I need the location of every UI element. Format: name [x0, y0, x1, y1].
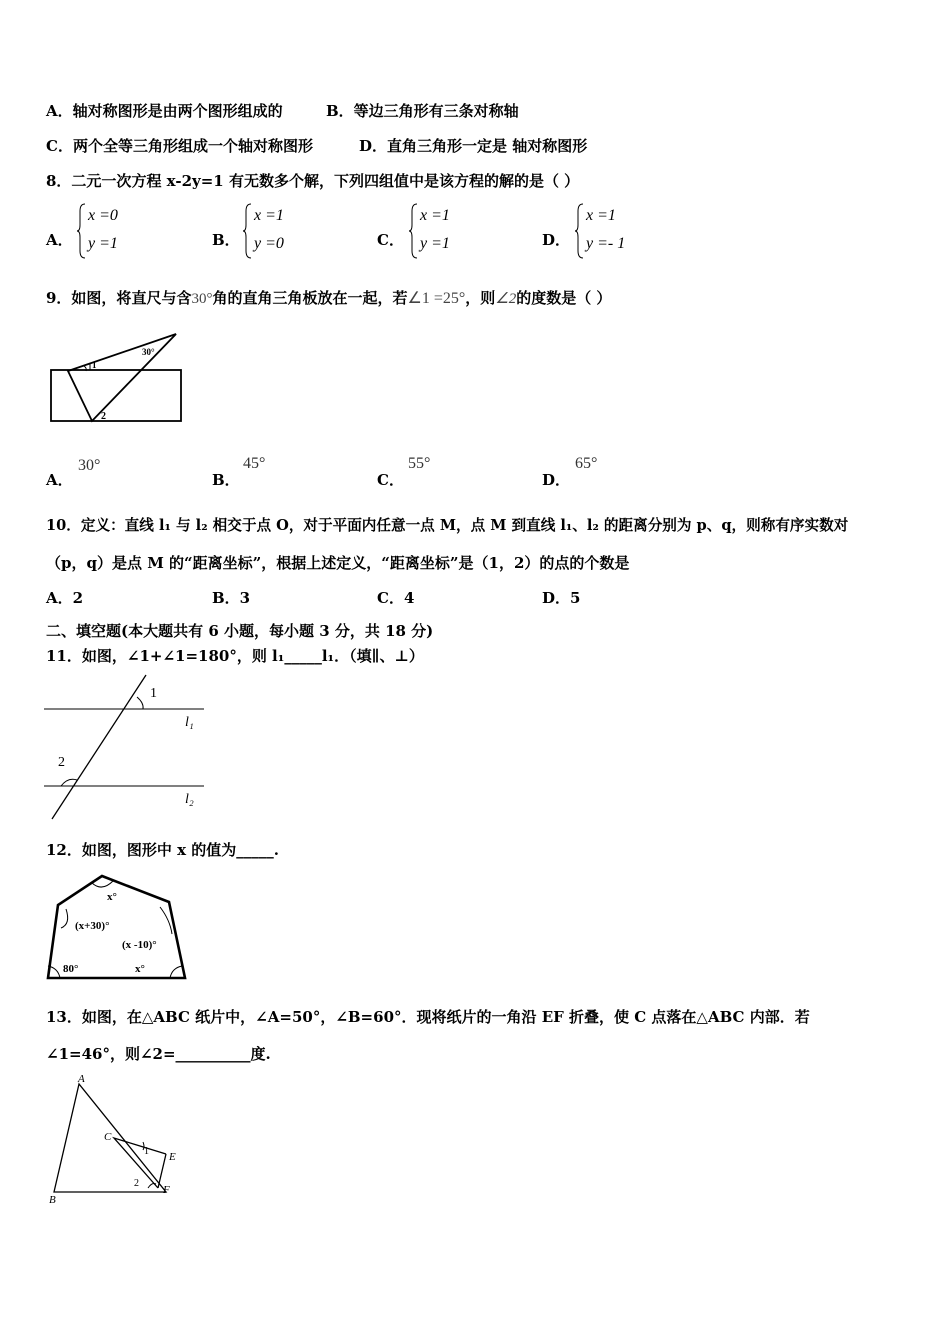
- q7-option-a: A．轴对称图形是由两个图形组成的: [46, 102, 283, 120]
- q8-option-b-system: [242, 203, 322, 263]
- q13-fig-1: 1: [144, 1146, 149, 1157]
- q10-option-b: B．3: [212, 589, 251, 607]
- q9-stem-then: ，则: [465, 289, 496, 307]
- q13-fig-b: B: [49, 1194, 56, 1206]
- q11-figure: [44, 673, 209, 823]
- q8-option-b-label: B．: [212, 231, 240, 249]
- q8-option-a-system: [76, 203, 156, 263]
- q9-stem-angle: 30°: [191, 291, 213, 307]
- q10-option-d: D．5: [542, 589, 581, 607]
- q8-option-a-label: A．: [46, 231, 73, 249]
- q9-fig-30: 30°: [142, 347, 155, 357]
- q8-option-a-eq1: x =0: [88, 207, 118, 224]
- q11-fig-2: 2: [58, 755, 65, 770]
- q9-stem-pre: 9．如图，将直尺与含: [46, 289, 192, 307]
- q13-stem-line1: 13．如图，在△ABC 纸片中，∠A=50°，∠B=60°．现将纸片的一角沿 EF 折叠，使 C 点落在△ABC 内部．若: [46, 1008, 810, 1026]
- q11-fig-1: 1: [150, 686, 157, 701]
- q8-option-a-eq2: y =1: [88, 235, 118, 252]
- brace-icon: [574, 203, 584, 259]
- q9-option-b-label: B．: [212, 471, 240, 489]
- q10-stem-line2: （p，q）是点 M 的“距离坐标”，根据上述定义，“距离坐标”是（1，2）的点的个数是: [46, 554, 630, 572]
- section2-title: 二、填空题(本大题共有 6 小题，每小题 3 分，共 18 分): [46, 622, 434, 640]
- q11-stem: 11．如图，∠1+∠1=180°，则 l₁_____l₁．（填∥、⊥）: [46, 647, 424, 665]
- q10-option-a: A．2: [46, 589, 84, 607]
- q12-fig-right: (x -10)°: [122, 939, 157, 951]
- brace-icon: [408, 203, 418, 259]
- transversal-line: [52, 675, 146, 819]
- q11-fig-l2: l₂: [185, 792, 194, 807]
- brace-icon: [242, 203, 252, 259]
- folded-corner: [114, 1138, 166, 1188]
- q8-option-c-eq1: x =1: [420, 207, 450, 224]
- q8-option-c-system: [408, 203, 488, 263]
- q8-option-b-eq2: y =0: [254, 235, 284, 252]
- q12-fig-top: x°: [107, 891, 117, 903]
- q12-stem: 12．如图，图形中 x 的值为_____.: [46, 841, 279, 859]
- brace-icon: [76, 203, 86, 259]
- q9-option-b-value: 45°: [243, 455, 266, 472]
- q8-option-d-system: [574, 203, 654, 263]
- q9-fig-1: 1: [92, 360, 97, 370]
- q12-figure: [44, 872, 189, 984]
- q13-fig-f: F: [163, 1184, 170, 1196]
- q12-fig-bl: 80°: [63, 963, 79, 975]
- q9-stem: [46, 288, 611, 309]
- triangle-board: [68, 334, 176, 421]
- q9-stem-mid: 角的直角三角板放在一起，若: [212, 289, 408, 307]
- q9-option-c-label: C．: [377, 471, 404, 489]
- q8-option-d-eq1: x =1: [586, 207, 616, 224]
- q7-option-c: C．两个全等三角形组成一个轴对称图形: [46, 137, 313, 155]
- q13-fig-c: C: [104, 1131, 112, 1143]
- q8-option-d-eq2: y =- 1: [586, 235, 626, 252]
- q8-option-c-eq2: y =1: [420, 235, 450, 252]
- q13-stem-line2: ∠1=46°，则∠2=__________度.: [46, 1045, 271, 1063]
- q7-option-d: D．直角三角形一定是 轴对称图形: [359, 137, 588, 155]
- q8-option-b-eq1: x =1: [254, 207, 284, 224]
- q13-fig-a: A: [78, 1073, 85, 1085]
- q12-fig-br: x°: [135, 963, 145, 975]
- q9-option-d-value: 65°: [575, 455, 598, 472]
- q9-stem-cond: ∠1 =25°: [407, 290, 466, 307]
- q13-fig-2: 2: [134, 1178, 139, 1189]
- q11-fig-l1: l₁: [185, 715, 194, 730]
- q9-option-c-value: 55°: [408, 455, 431, 472]
- q8-option-c-label: C．: [377, 231, 404, 249]
- q8-stem: 8．二元一次方程 x-2y=1 有无数多个解，下列四组值中是该方程的解的是（ ）: [46, 172, 580, 190]
- q8-option-d-label: D．: [542, 231, 571, 249]
- q13-figure: [44, 1072, 189, 1207]
- q10-stem-line1: 10．定义：直线 l₁ 与 l₂ 相交于点 O，对于平面内任意一点 M，点 M 到直线 l₁、l₂ 的距离分别为 p、q，则称有序实数对: [46, 517, 849, 534]
- q10-option-c: C．4: [377, 589, 415, 607]
- q9-stem-ask: ∠2: [495, 291, 517, 307]
- q9-fig-2: 2: [101, 411, 106, 422]
- q9-figure: [46, 330, 186, 426]
- q9-option-a-value: 30°: [78, 457, 101, 474]
- q13-fig-e: E: [169, 1151, 176, 1163]
- fold-line-ef: [158, 1154, 166, 1188]
- q7-option-b: B．等边三角形有三条对称轴: [326, 102, 519, 120]
- q9-stem-post: 的度数是（ ）: [516, 289, 612, 307]
- q9-option-a-label: A．: [46, 471, 73, 489]
- q9-option-d-label: D．: [542, 471, 571, 489]
- q12-fig-left: (x+30)°: [75, 920, 110, 932]
